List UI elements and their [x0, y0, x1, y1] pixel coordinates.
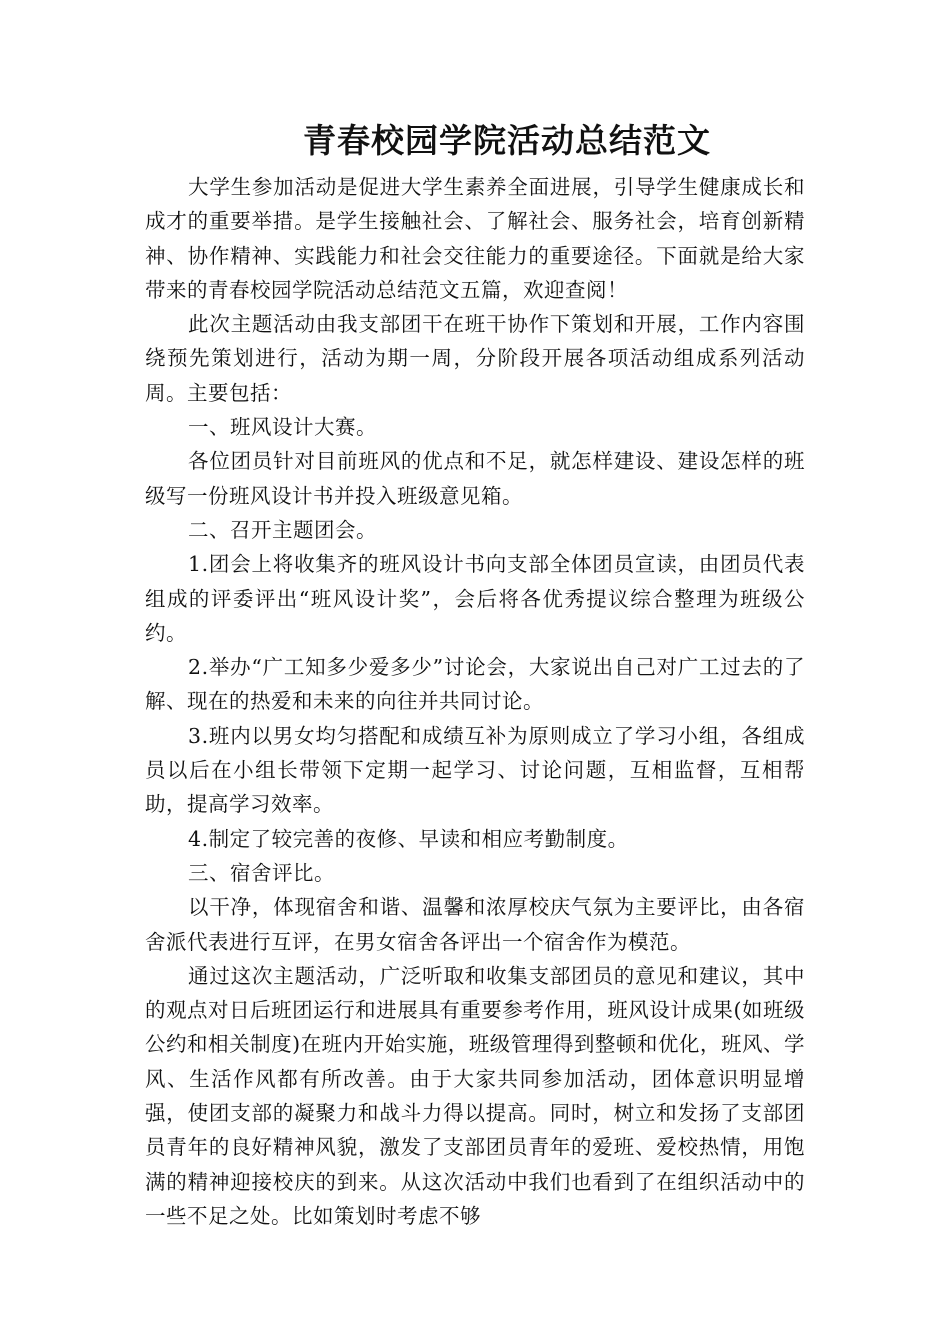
list-item-4: 4.制定了较完善的夜修、早读和相应考勤制度。 — [188, 826, 629, 851]
list-item-3: 3.班内以男女均匀搭配和成绩互补为原则成立了学习小组，各组成员以后在小组长带领下定期一起学习、讨论问题，互相监督，互相帮助，提高学习效率。 — [145, 723, 805, 817]
paragraph-section-1: 各位团员针对目前班风的优点和不足，就怎样建设、建设怎样的班级写一份班风设计书并投入班级意见箱。 — [145, 449, 805, 508]
paragraph-summary: 通过这次主题活动，广泛听取和收集支部团员的意见和建议，其中的观点对日后班团运行和进展具有重要参考作用，班风设计成果(如班级公约和相关制度)在班内开始实施，班级管理得到整顿和优化，班风、学风、生活作风都有所改善。由于大家共同参加活动，团体意识明显增强，使团支部的凝聚力和战斗力得以提高。同时，树立和发扬了支部团员青年的良好精神风貌，激发了支部团员青年的爱班、爱校热情，用饱满的精神迎接校庆的到来。从这次活动中我们也看到了在组织活动中的一些不足之处。比如策划时考虑不够 — [145, 963, 805, 1228]
section-heading-2: 二、召开主题团会。 — [188, 517, 378, 542]
paragraph-intro: 大学生参加活动是促进大学生素养全面进展，引导学生健康成长和成才的重要举措。是学生接触社会、了解社会、服务社会，培育创新精神、协作精神、实践能力和社会交往能力的重要途径。下面就是给大家带来的青春校园学院活动总结范文五篇，欢迎查阅！ — [145, 175, 805, 302]
section-heading-1: 一、班风设计大赛。 — [188, 415, 378, 440]
list-item-2: 2.举办“广工知多少爱多少”讨论会，大家说出自己对广工过去的了解、现在的热爱和未来的向往并共同讨论。 — [145, 655, 805, 714]
list-item-1: 1.团会上将收集齐的班风设计书向支部全体团员宣读，由团员代表组成的评委评出“班风设计奖”，会后将各优秀提议综合整理为班级公约。 — [145, 552, 805, 645]
paragraph-section-3: 以干净，体现宿舍和谐、温馨和浓厚校庆气氛为主要评比，由各宿舍派代表进行互评，在男女宿舍各评出一个宿舍作为模范。 — [145, 895, 805, 954]
document-body — [145, 118, 805, 1233]
paragraph-overview: 此次主题活动由我支部团干在班干协作下策划和开展，工作内容围绕预先策划进行，活动为期一周，分阶段开展各项活动组成系列活动周。主要包括： — [145, 312, 805, 405]
document-title: 青春校园学院活动总结范文 — [303, 121, 711, 160]
section-heading-3: 三、宿舍评比。 — [188, 860, 336, 885]
